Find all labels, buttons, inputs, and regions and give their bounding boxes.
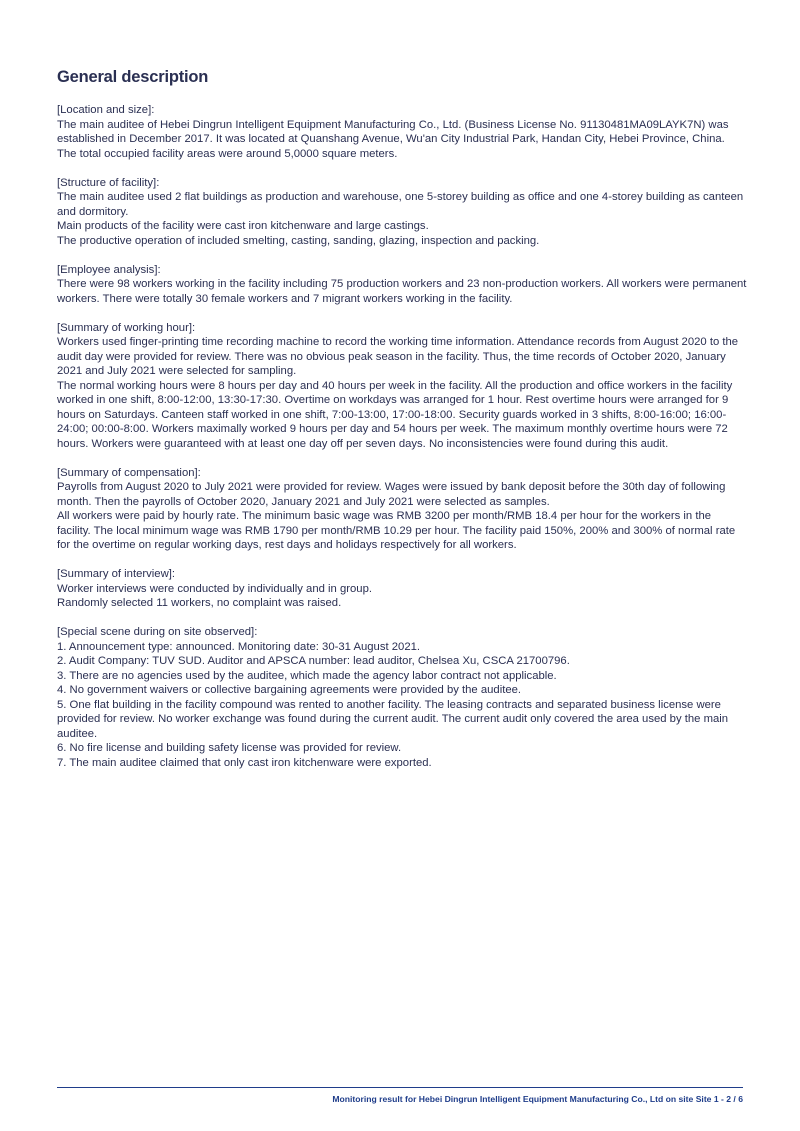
section-paragraph: 7. The main auditee claimed that only cast iron kitchenware were exported. <box>57 756 432 769</box>
section-heading: [Summary of interview]: <box>57 568 176 580</box>
section-heading: [Location and size]: <box>57 104 155 116</box>
section-paragraph: Randomly selected 11 workers, no complaint was raised. <box>57 597 342 609</box>
section-heading: [Summary of compensation]: <box>57 466 201 479</box>
section-heading: [Structure of facility]: <box>57 176 160 189</box>
footer-divider <box>57 1087 743 1088</box>
section-employee-analysis <box>57 263 747 307</box>
section-paragraph: Main products of the facility were cast iron kitchenware and large castings. <box>57 220 429 232</box>
section-paragraph: 2. Audit Company: TUV SUD. Auditor and APSCA number: lead auditor, Chelsea Xu, CSCA 21700796. <box>57 655 570 667</box>
section-paragraph: Payrolls from August 2020 to July 2021 were provided for review. Wages were issued by bank deposit before the 30th day of following month. Then the payrolls of October 2020, January 2021 and July 2021 were selected as samples. <box>57 481 726 508</box>
section-location-and-size <box>57 103 747 161</box>
section-summary-of-interview <box>57 567 747 611</box>
section-paragraph: 5. One flat building in the facility compound was rented to another facility. The leasing contracts and separated business license were provided for review. No worker exchange was found during the current audit. The current audit only covered the area used by the main auditee. <box>57 698 729 740</box>
section-paragraph: The normal working hours were 8 hours per day and 40 hours per week in the facility. All the production and office workers in the facility worked in one shift, 8:00-12:00, 13:30-17:30. Overtime on workdays was arranged for 1 hour. Rest overtime hours were arranged for 9 hours on Saturdays. Canteen staff worked in one shift, 7:00-13:00, 17:00-18:00. Security guards worked in 3 shifts, 8:00-16:00; 16:00-24:00; 00:00-8:00. Workers maximally worked 9 hours per day and 54 hours per week. The maximum monthly overtime hours were 72 hours. Workers were guaranteed with at least one day off per seven days. No inconsistencies were found during this audit. <box>57 379 733 450</box>
section-paragraph: The main auditee of Hebei Dingrun Intelligent Equipment Manufacturing Co., Ltd. (Business License No. 91130481MA09LAYK7N) was established in December 2017. It was located at Quanshang Avenue, Wu'an City Industrial Park, Handan City, Hebei Province, China. The total occupied facility areas were around 5,0000 square meters. <box>57 118 729 160</box>
section-heading: [Special scene during on site observed]: <box>57 626 258 638</box>
document-body <box>57 103 747 785</box>
section-heading: [Summary of working hour]: <box>57 321 196 334</box>
section-paragraph: Workers used finger-printing time recording machine to record the working time information. Attendance records from August 2020 to the audit day were provided for review. There was no obvious peak season in the facility. Thus, the time records of October 2020, January 2021 and July 2021 were selected for sampling. <box>57 336 739 377</box>
section-paragraph: Worker interviews were conducted by individually and in group. <box>57 582 373 595</box>
section-paragraph: 3. There are no agencies used by the auditee, which made the agency labor contract not applicable. <box>57 669 557 682</box>
section-summary-of-compensation <box>57 466 747 553</box>
page-footer: Monitoring result for Hebei Dingrun Intelligent Equipment Manufacturing Co., Ltd on site Site 1 - 2 / 6 <box>332 1094 743 1104</box>
section-structure-of-facility <box>57 176 747 249</box>
section-special-scene <box>57 625 747 770</box>
section-heading: [Employee analysis]: <box>57 263 161 276</box>
section-paragraph: The main auditee used 2 flat buildings as production and warehouse, one 5-storey building as office and one 4-storey building as canteen and dormitory. <box>57 191 744 218</box>
section-paragraph: 4. No government waivers or collective bargaining agreements were provided by the auditee. <box>57 684 522 696</box>
page-title: General description <box>57 68 209 86</box>
section-paragraph: All workers were paid by hourly rate. The minimum basic wage was RMB 3200 per month/RMB 18.4 per hour for the workers in the facility. The local minimum wage was RMB 1790 per month/RMB 10.29 per hour. The facility paid 150%, 200% and 300% of normal rate for the overtime on regular working days, rest days and holidays respectively for all workers. <box>57 510 736 551</box>
section-paragraph: There were 98 workers working in the facility including 75 production workers and 23 non-production workers. All workers were permanent workers. There were totally 30 female workers and 7 migrant workers working in the facility. <box>57 278 747 305</box>
section-paragraph: 1. Announcement type: announced. Monitoring date: 30-31 August 2021. <box>57 640 421 653</box>
section-paragraph: The productive operation of included smelting, casting, sanding, glazing, inspection and packing. <box>57 234 540 247</box>
section-paragraph: 6. No fire license and building safety license was provided for review. <box>57 742 402 754</box>
section-summary-of-working-hour <box>57 321 747 452</box>
